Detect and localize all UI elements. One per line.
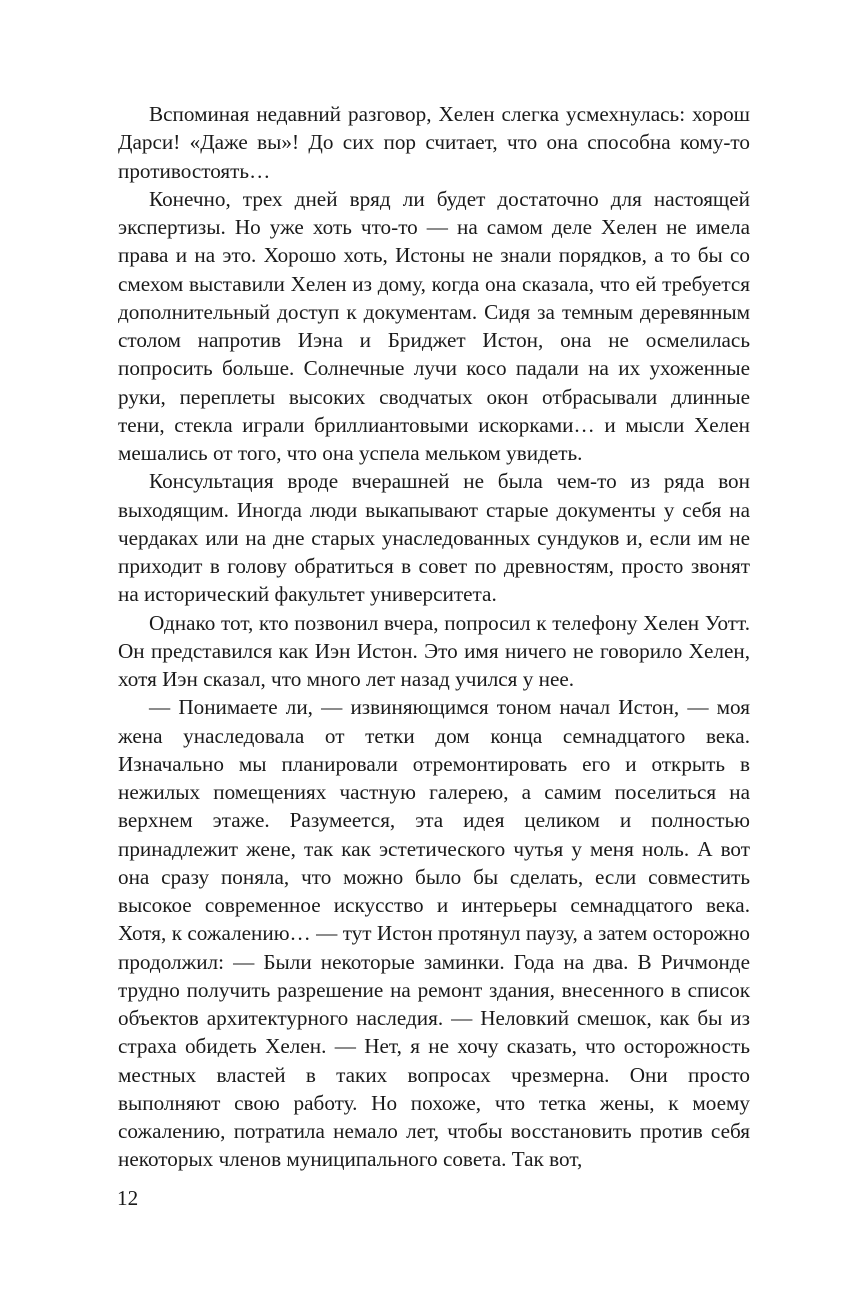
body-text (118, 100, 750, 1174)
paragraph-2: Конечно, трех дней вряд ли будет достаточно для настоящей экспертизы. Но уже хоть что-то — на самом деле Хелен не имела права и на это. Хорошо хоть, Истоны не знали порядков, а то бы со смехом выставили Хелен из дому, когда она сказала, что ей требуется дополнительный доступ к документам. Сидя за темным деревянным столом напротив Иэна и Бриджет Истон, она не осмелилась попросить больше. Солнечные лучи косо падали на их ухоженные руки, переплеты высоких сводчатых окон отбрасывали длинные тени, стекла играли бриллиантовыми искорками… и мысли Хелен мешались от того, что она успела мельком увидеть. (118, 186, 750, 465)
paragraph-4: Однако тот, кто позвонил вчера, попросил к телефону Хелен Уотт. Он представился как Иэн Истон. Это имя ничего не говорило Хелен, хотя Иэн сказал, что много лет назад учился у нее. (118, 610, 750, 691)
page-number: 12 (117, 1186, 139, 1210)
paragraph-5: — Понимаете ли, — извиняющимся тоном начал Истон, — моя жена унаследовала от тетки дом конца семнадцатого века. Изначально мы планировали отремонтировать его и открыть в нежилых помещениях частную галерею, а самим поселиться на верхнем этаже. Разумеется, эта идея целиком и полностью принадлежит жене, так как эстетического чутья у меня ноль. А вот она сразу поняла, что можно было бы сделать, если совместить высокое современное искусство и интерьеры семнадцатого века. Хотя, к сожалению… — тут Истон протянул паузу, а затем осторожно продолжил: — Были некоторые заминки. Года на два. В Ричмонде трудно получить разрешение на ремонт здания, внесенного в список объектов архитектурного наследия. — Неловкий смешок, как бы из страха обидеть Хелен. — Нет, я не хочу сказать, что осторожность местных властей в таких вопросах чрезмерна. Они просто выполняют свою работу. Но похоже, что тетка жены, к моему сожалению, потратила немало лет, чтобы восстановить против себя некоторых членов муниципального совета. Так вот, (118, 695, 750, 1172)
paragraph-1: Вспоминая недавний разговор, Хелен слегка усмехнулась: хорош Дарси! «Даже вы»! До сих пор считает, что она способна кому-то противостоять… (118, 102, 750, 183)
paragraph-3: Консультация вроде вчерашней не была чем-то из ряда вон выходящим. Иногда люди выкапывают старые документы у себя на чердаках или на дне старых унаследованных сундуков и, если им не приходит в голову обратиться в совет по древностям, просто звонят на исторический факультет университета. (118, 469, 750, 607)
